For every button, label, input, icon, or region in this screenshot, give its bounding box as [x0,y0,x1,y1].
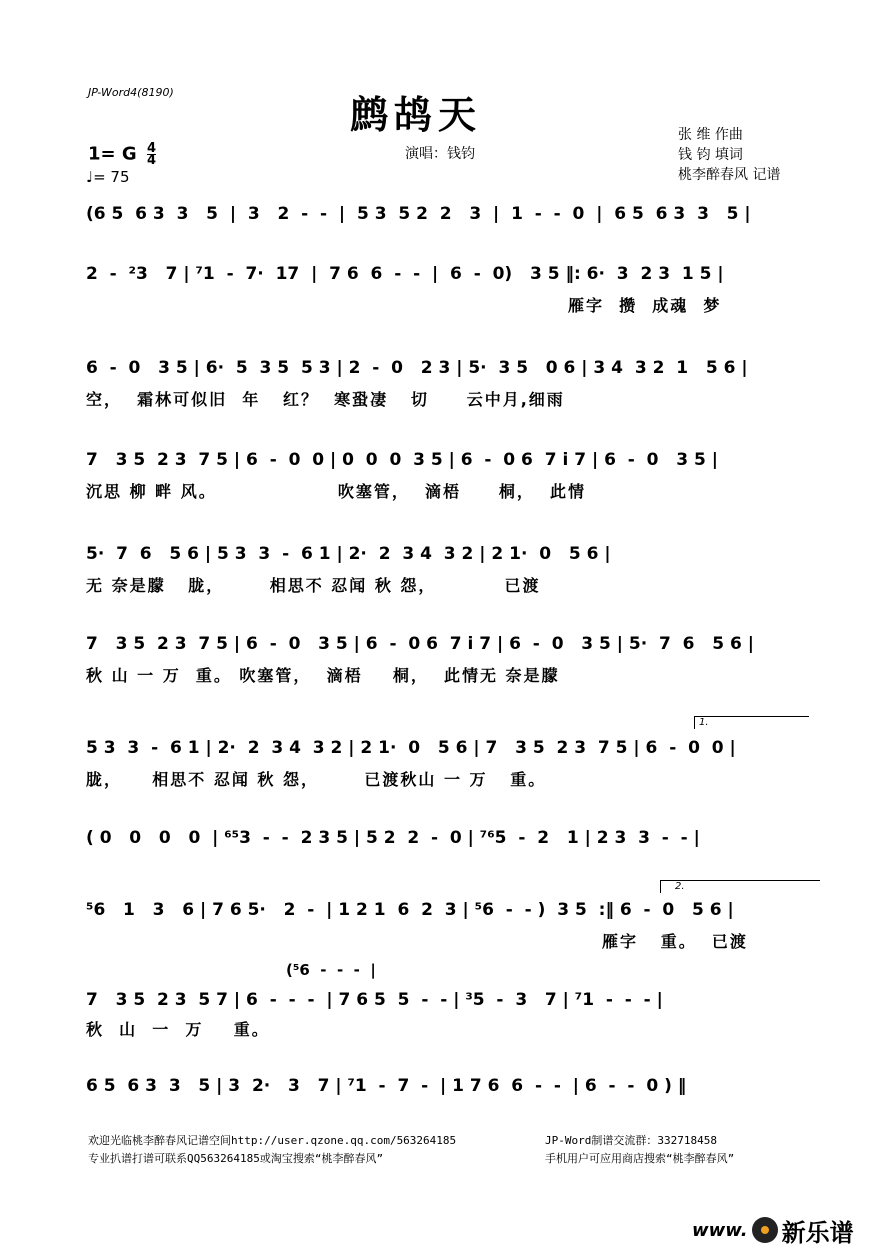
lyric-text: 雁字 攒 成魂 梦 [568,296,722,315]
staff-line-11 [0,1076,888,1116]
lyric-line-5 [0,576,888,616]
lyric-text: 雁字 重。 已渡 [602,932,748,951]
staff-line-8 [0,828,888,868]
notation-line: 6 5 6 3 3 5 | 3 2· 3 7 | ⁷1 - 7 - | 1 7 6 6 - - | 6 - - 0 ) ‖ [86,1076,687,1096]
volta-1-label: 1. [699,717,709,728]
notation-line: ( 0 0 0 0 | ⁶⁵3 - - 2 3 5 | 5 2 2 - 0 | ⁷⁶5 - 2 1 | 2 3 3 - - | [86,828,700,848]
time-sig-top: 4 [146,141,156,156]
record-center-icon [761,1226,769,1234]
notation-line: 5 3 3 - 6 1 | 2· 2 3 4 3 2 | 2 1· 0 5 6 | 7 3 5 2 3 7 5 | 6 - 0 0 | [86,738,736,758]
lyric-text: 空， 霜林可似旧 年 红？ 寒蛩凄 切 云中月,细雨 [86,390,565,409]
notation-line: 2 - ²3 7 | ⁷1 - 7· 17 | 7 6 6 - - | 6 - 0) 3 5 ‖: 6· 3 2 3 1 5 | [86,264,724,284]
singer-credit: 演唱：钱钧 [405,146,475,162]
tempo-mark: ♩= 75 [86,168,130,186]
lyric-line-3 [0,390,888,430]
key-label: 1= G [88,143,137,165]
volta-1 [694,716,809,729]
lyric-line-10 [0,1020,888,1060]
footer-line-2-left: 专业扒谱打谱可联系QQ563264185或淘宝搜索“桃李醉春风” [88,1152,384,1165]
notation-line: ⁵6 1 3 6 | 7 6 5· 2 - | 1 2 1 6 2 3 | ⁵6 - - ) 3 5 :‖ 6 - 0 5 6 | [86,900,734,920]
record-icon [752,1217,778,1243]
lyric-line-2 [0,296,888,336]
transcriber-credit: 桃李醉春风 记谱 [678,167,781,183]
lyric-line-7 [0,770,888,810]
notation-line: (6 5 6 3 3 5 | 3 2 - - | 5 3 5 2 2 3 | 1 - - 0 | 6 5 6 3 3 5 | [86,204,751,224]
volta-2 [660,880,820,893]
composer-credit: 张 维 作曲 [678,127,743,143]
notation-line: 7 3 5 2 3 5 7 | 6 - - - | 7 6 5 5 - - | ³5 - 3 7 | ⁷1 - - - | [86,990,663,1010]
notation-line: 6 - 0 3 5 | 6· 5 3 5 5 3 | 2 - 0 2 3 | 5· 3 5 0 6 | 3 4 3 2 1 5 6 | [86,358,748,378]
software-label: JP-Word4(8190) [88,86,174,99]
key-signature [88,143,156,166]
time-signature [147,143,156,166]
footer-line-1-left: 欢迎光临桃李醉春风记谱空间http://user.qzone.qq.com/563264185 [88,1134,457,1147]
lyric-text: 胧， 相思不 忍闻 秋 怨， 已渡秋山 一 万 重。 [86,770,547,789]
notation-line: 7 3 5 2 3 7 5 | 6 - 0 3 5 | 6 - 0 6 7 i 7 | 6 - 0 3 5 | 5· 7 6 5 6 | [86,634,754,654]
lyric-line-4 [0,482,888,522]
footer-line-2-right: 手机用户可应用商店搜索“桃李醉春风” [545,1152,735,1165]
volta-2-label: 2. [675,881,685,892]
lyric-text: 无 奈是朦 胧， 相思不 忍闻 秋 怨， 已渡 [86,576,541,595]
time-sig-bottom: 4 [146,153,156,168]
staff-line-1 [0,204,888,244]
lyric-text: 秋 山 一 万 重。 吹塞管， 滴梧 桐， 此情无 奈是朦 [86,666,560,685]
watermark-name: 新乐谱 [781,1218,854,1247]
lyric-text: 沉思 柳 畔 风。 吹塞管， 滴梧 桐， 此情 [86,482,586,501]
lyricist-credit: 钱 钧 填词 [678,147,743,163]
notation-line: 5· 7 6 5 6 | 5 3 3 - 6 1 | 2· 2 3 4 3 2 | 2 1· 0 5 6 | [86,544,611,564]
song-title: 鹧鸪天 [350,92,483,137]
notation-line: (⁵6 - - - | [286,961,376,979]
lyric-text: 秋 山 一 万 重。 [86,1020,270,1039]
footer-line-1-right: JP-Word制谱交流群：332718458 [545,1134,717,1147]
watermark [692,1212,854,1248]
lyric-line-6 [0,666,888,706]
notation-line: 7 3 5 2 3 7 5 | 6 - 0 0 | 0 0 0 3 5 | 6 - 0 6 7 i 7 | 6 - 0 3 5 | [86,450,718,470]
watermark-prefix: www. [692,1219,748,1241]
